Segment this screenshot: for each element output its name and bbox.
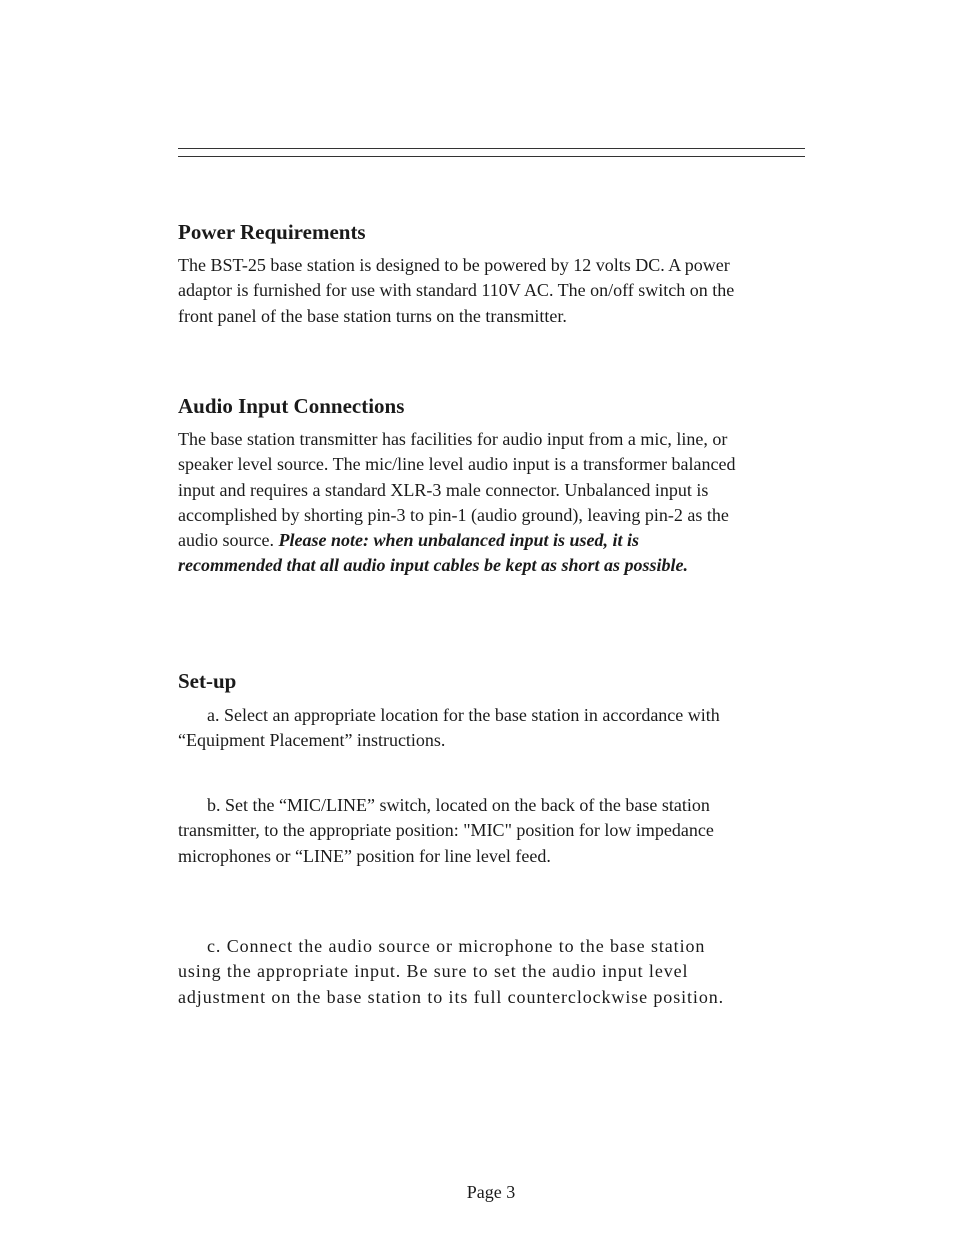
header-rule-top [178,148,805,149]
audio-input-note: Please note: when unbalanced input is used, it is recommended that all audio input cables be kept as short as possible. [178,530,689,576]
setup-step-b-text: b. Set the “MIC/LINE” switch, located on the back of the base station transmitter, to the appropriate position: "MIC" position for low impedance microphones or “LINE” position for line level feed. [178,795,714,866]
setup-step-c-text: c. Connect the audio source or microphone to the base station using the appropriate input. Be sure to set the audio input level adjustment on the base station to its full counterclockwise position. [178,936,725,1007]
audio-input-heading: Audio Input Connections [178,394,405,418]
header-rule-bottom [178,156,805,157]
setup-step-b [178,793,738,869]
page-number [0,1180,954,1204]
audio-input-body [178,427,738,579]
setup-heading: Set-up [178,669,237,693]
page-number-label: Page 3 [466,1182,516,1202]
setup-step-c [178,934,738,1010]
power-requirements-body: The BST-25 base station is designed to be powered by 12 volts DC. A power adaptor is furnished for use with standard 110V AC. The on/off switch on the front panel of the base station turns on the transmitter. [178,255,735,326]
setup-step-a-text: a. Select an appropriate location for the base station in accordance with “Equipment Placement” instructions. [178,705,720,751]
setup-step-a [178,703,738,754]
power-requirements-heading: Power Requirements [178,220,366,244]
audio-input-text: The base station transmitter has facilities for audio input from a mic, line, or speaker level source. The mic/line level audio input is a transformer balanced input and requires a standard XLR-3 male connector. Unbalanced input is accomplished by shorting pin-3 to pin-1 (audio ground), leaving pin-2 as the audio source. [178,429,736,551]
